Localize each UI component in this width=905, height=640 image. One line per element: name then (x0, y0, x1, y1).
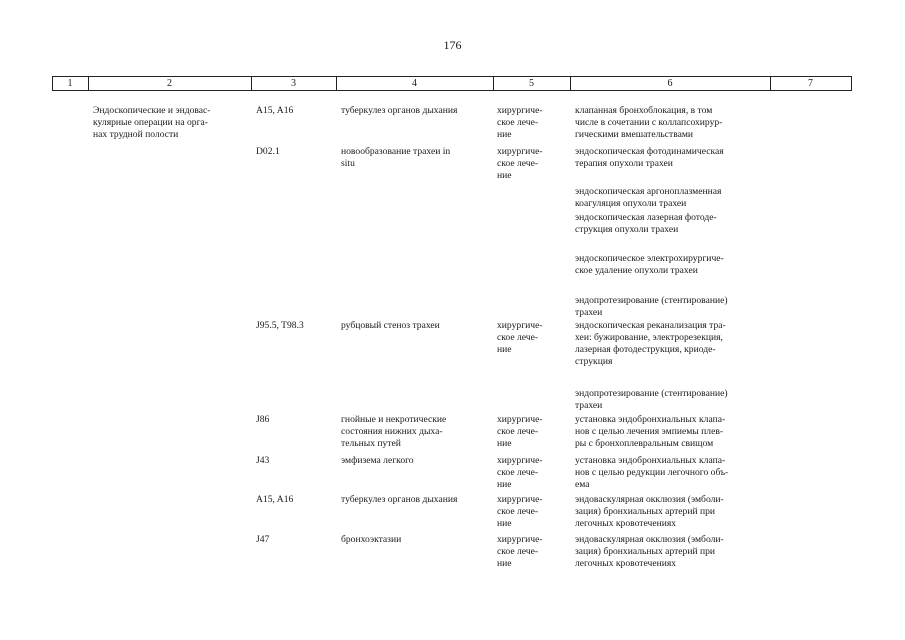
row-method-line: нов с целью лечения эмпиемы плев- (575, 426, 724, 437)
row-method-line: струкция опухоли трахеи (575, 224, 679, 235)
row-treatment-line: хирургиче- (497, 320, 543, 331)
row-treatment-line: ние (497, 344, 512, 355)
row-method-line: ское удаление опухоли трахеи (575, 265, 698, 276)
row-treatment-line: ние (497, 518, 512, 529)
row-method-line: струкция (575, 356, 613, 367)
row-method-line: лазерная фотодеструкция, криоде- (575, 344, 716, 355)
row-code: D02.1 (256, 146, 280, 157)
row-treatment-line: ние (497, 558, 512, 569)
row-treatment-line: хирургиче- (497, 414, 543, 425)
row-treatment-line: ское лече- (497, 332, 539, 343)
header-col-7: 7 (808, 78, 813, 89)
row-treatment-line: ское лече- (497, 546, 539, 557)
page-number: 176 (443, 38, 462, 52)
row-method-line: трахеи (575, 400, 603, 411)
table-header-top-rule (52, 76, 851, 77)
row-treatment-line: ское лече- (497, 467, 539, 478)
row-method-line: установка эндобронхиальных клапа- (575, 455, 726, 466)
row-model-line: гнойные и некротические (341, 414, 447, 425)
row-method-line: установка эндобронхиальных клапа- (575, 414, 726, 425)
row-treatment-line: хирургиче- (497, 455, 543, 466)
row-code: J43 (256, 455, 270, 466)
row-code: J47 (256, 534, 270, 545)
row-method-line: нов с целью редукции легочного объ- (575, 467, 729, 478)
row-method-line: легочных кровотечениях (575, 518, 677, 529)
row-method-line: зация) бронхиальных артерий при (575, 546, 716, 557)
row-method-line: эндоваскулярная окклюзия (эмболи- (575, 534, 724, 545)
group-title-line: Эндоскопические и эндовас- (93, 105, 211, 116)
row-model-line: рубцовый стеноз трахеи (341, 320, 440, 331)
row-treatment-line: хирургиче- (497, 494, 543, 505)
row-method-line: терапия опухоли трахеи (575, 158, 673, 169)
row-treatment-line: хирургиче- (497, 534, 543, 545)
row-method-line: эндоскопическая лазерная фотоде- (575, 212, 717, 223)
row-model-line: туберкулез органов дыхания (341, 105, 458, 116)
header-col-2: 2 (167, 78, 172, 89)
row-treatment-line: ние (497, 170, 512, 181)
row-code: A15, A16 (256, 494, 294, 505)
row-code: A15, A16 (256, 105, 294, 116)
row-code: J95.5, T98.3 (256, 320, 304, 331)
table-header-bottom-rule (52, 90, 851, 91)
row-treatment-line: ское лече- (497, 158, 539, 169)
row-treatment-line: ское лече- (497, 426, 539, 437)
row-treatment-line: хирургиче- (497, 146, 543, 157)
row-method-line: трахеи (575, 307, 603, 318)
row-method-line: эндоскопическая аргоноплазменная (575, 186, 722, 197)
header-col-6: 6 (667, 78, 673, 89)
group-title-line: кулярные операции на орга- (93, 117, 208, 128)
row-method-line: хеи: бужирование, электрорезекция, (575, 332, 723, 343)
row-method-line: ема (575, 479, 590, 490)
row-treatment-line: ние (497, 129, 512, 140)
row-model-line: тельных путей (341, 438, 401, 449)
header-col-4: 4 (412, 78, 417, 89)
row-method-line: эндопротезирование (стентирование) (575, 388, 728, 399)
header-col-3: 3 (291, 78, 296, 89)
row-treatment-line: ние (497, 479, 512, 490)
row-method-line: эндоскопическая фотодинамическая (575, 146, 724, 157)
row-method-line: эндоскопическая реканализация тра- (575, 320, 726, 331)
row-model-line: состояния нижних дыха- (341, 426, 443, 437)
row-method-line: ры с бронхоплевральным свищом (575, 438, 714, 449)
row-method-line: эндопротезирование (стентирование) (575, 295, 728, 306)
row-method-line: гическими вмешательствами (575, 129, 694, 140)
group-title-line: нах трудной полости (93, 129, 179, 140)
row-method-line: зация) бронхиальных артерий при (575, 506, 716, 517)
row-method-line: числе в сочетании с коллапсохирур- (575, 117, 723, 128)
row-model-line: situ (341, 158, 355, 169)
header-col-1: 1 (67, 78, 73, 89)
row-method-line: эндоскопическое электрохирургиче- (575, 253, 724, 264)
row-code: J86 (256, 414, 270, 425)
row-method-line: легочных кровотечениях (575, 558, 677, 569)
row-method-line: коагуляция опухоли трахеи (575, 198, 687, 209)
row-model-line: новообразование трахеи in (341, 146, 451, 157)
row-model-line: туберкулез органов дыхания (341, 494, 458, 505)
row-treatment-line: хирургиче- (497, 105, 543, 116)
row-model-line: бронхоэктазии (341, 534, 402, 545)
header-col-5: 5 (529, 78, 534, 89)
row-method-line: клапанная бронхоблокация, в том (575, 105, 713, 116)
row-treatment-line: ское лече- (497, 117, 539, 128)
row-treatment-line: ние (497, 438, 512, 449)
row-method-line: эндоваскулярная окклюзия (эмболи- (575, 494, 724, 505)
row-treatment-line: ское лече- (497, 506, 539, 517)
row-model-line: эмфизема легкого (341, 455, 414, 466)
table-header-separator (851, 76, 852, 91)
